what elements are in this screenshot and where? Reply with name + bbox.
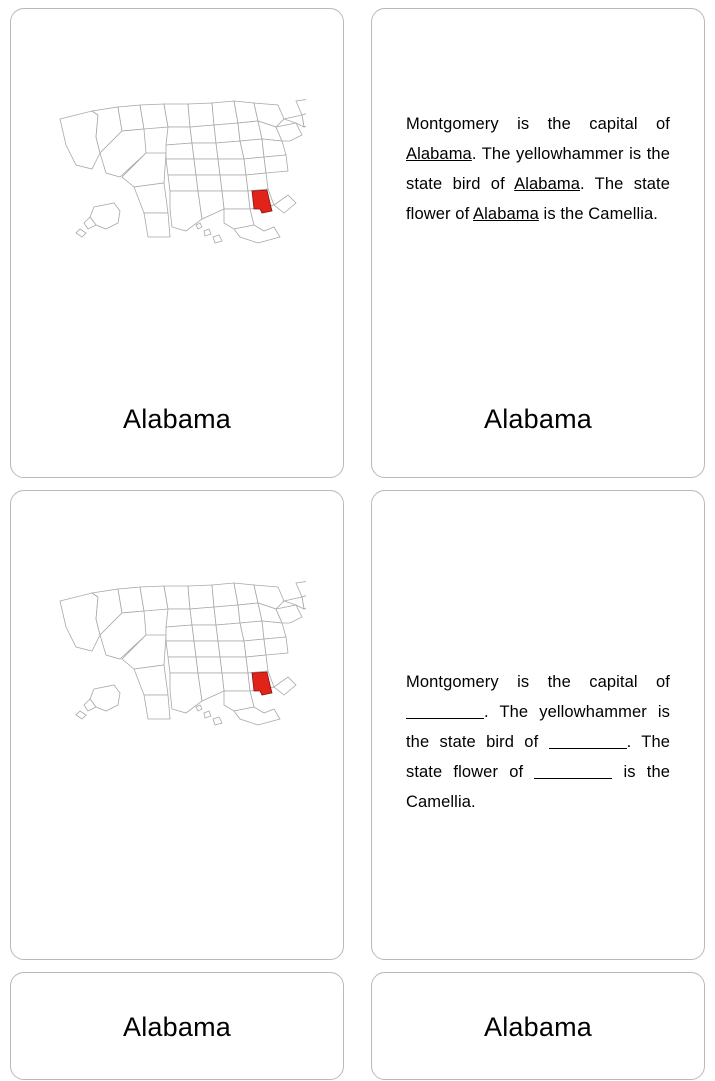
row-gap xyxy=(10,478,705,490)
card-title: Alabama xyxy=(484,404,592,434)
united-states-map-icon xyxy=(48,79,306,259)
card-row-1 xyxy=(10,8,705,478)
sentence-part-1: Montgomery is the capital of xyxy=(406,115,670,133)
answer-1: Alabama xyxy=(406,145,472,163)
card-label-left[interactable] xyxy=(10,972,344,1080)
answer-2: Alabama xyxy=(514,175,580,193)
card-title: Alabama xyxy=(484,1012,592,1042)
card-title: Alabama xyxy=(123,404,231,434)
blank-3[interactable] xyxy=(534,778,612,779)
sentence-part-2: . The yellowhammer is the state bird of xyxy=(406,145,670,193)
card-text-blank[interactable] xyxy=(371,490,705,960)
sentence-part-3: . The state flower of xyxy=(406,175,670,223)
sentence-paragraph xyxy=(406,667,670,817)
united-states-map-icon xyxy=(48,561,306,741)
map-container xyxy=(11,9,343,404)
sentence-part-1: Montgomery is the capital of xyxy=(406,673,670,691)
card-map-back[interactable] xyxy=(10,490,344,960)
sentence-container xyxy=(372,9,704,404)
sentence-container xyxy=(372,491,704,959)
card-text-front[interactable] xyxy=(371,8,705,478)
row-gap xyxy=(10,960,705,972)
sentence-part-3: . The state flower of xyxy=(406,733,670,781)
sentence-part-2: . The yellowhammer is the state bird of xyxy=(406,703,670,751)
blank-2[interactable] xyxy=(549,748,627,749)
sentence-part-4: is the Camellia. xyxy=(406,763,670,811)
answer-3: Alabama xyxy=(473,205,539,223)
blank-1[interactable] xyxy=(406,718,484,719)
sentence-part-4: is the Camellia. xyxy=(538,205,658,223)
sentence-paragraph xyxy=(406,109,670,229)
card-row-3 xyxy=(10,972,705,1080)
card-row-2 xyxy=(10,490,705,960)
card-label-right[interactable] xyxy=(371,972,705,1080)
card-title: Alabama xyxy=(123,1012,231,1042)
card-map-front[interactable] xyxy=(10,8,344,478)
map-container xyxy=(11,491,343,959)
